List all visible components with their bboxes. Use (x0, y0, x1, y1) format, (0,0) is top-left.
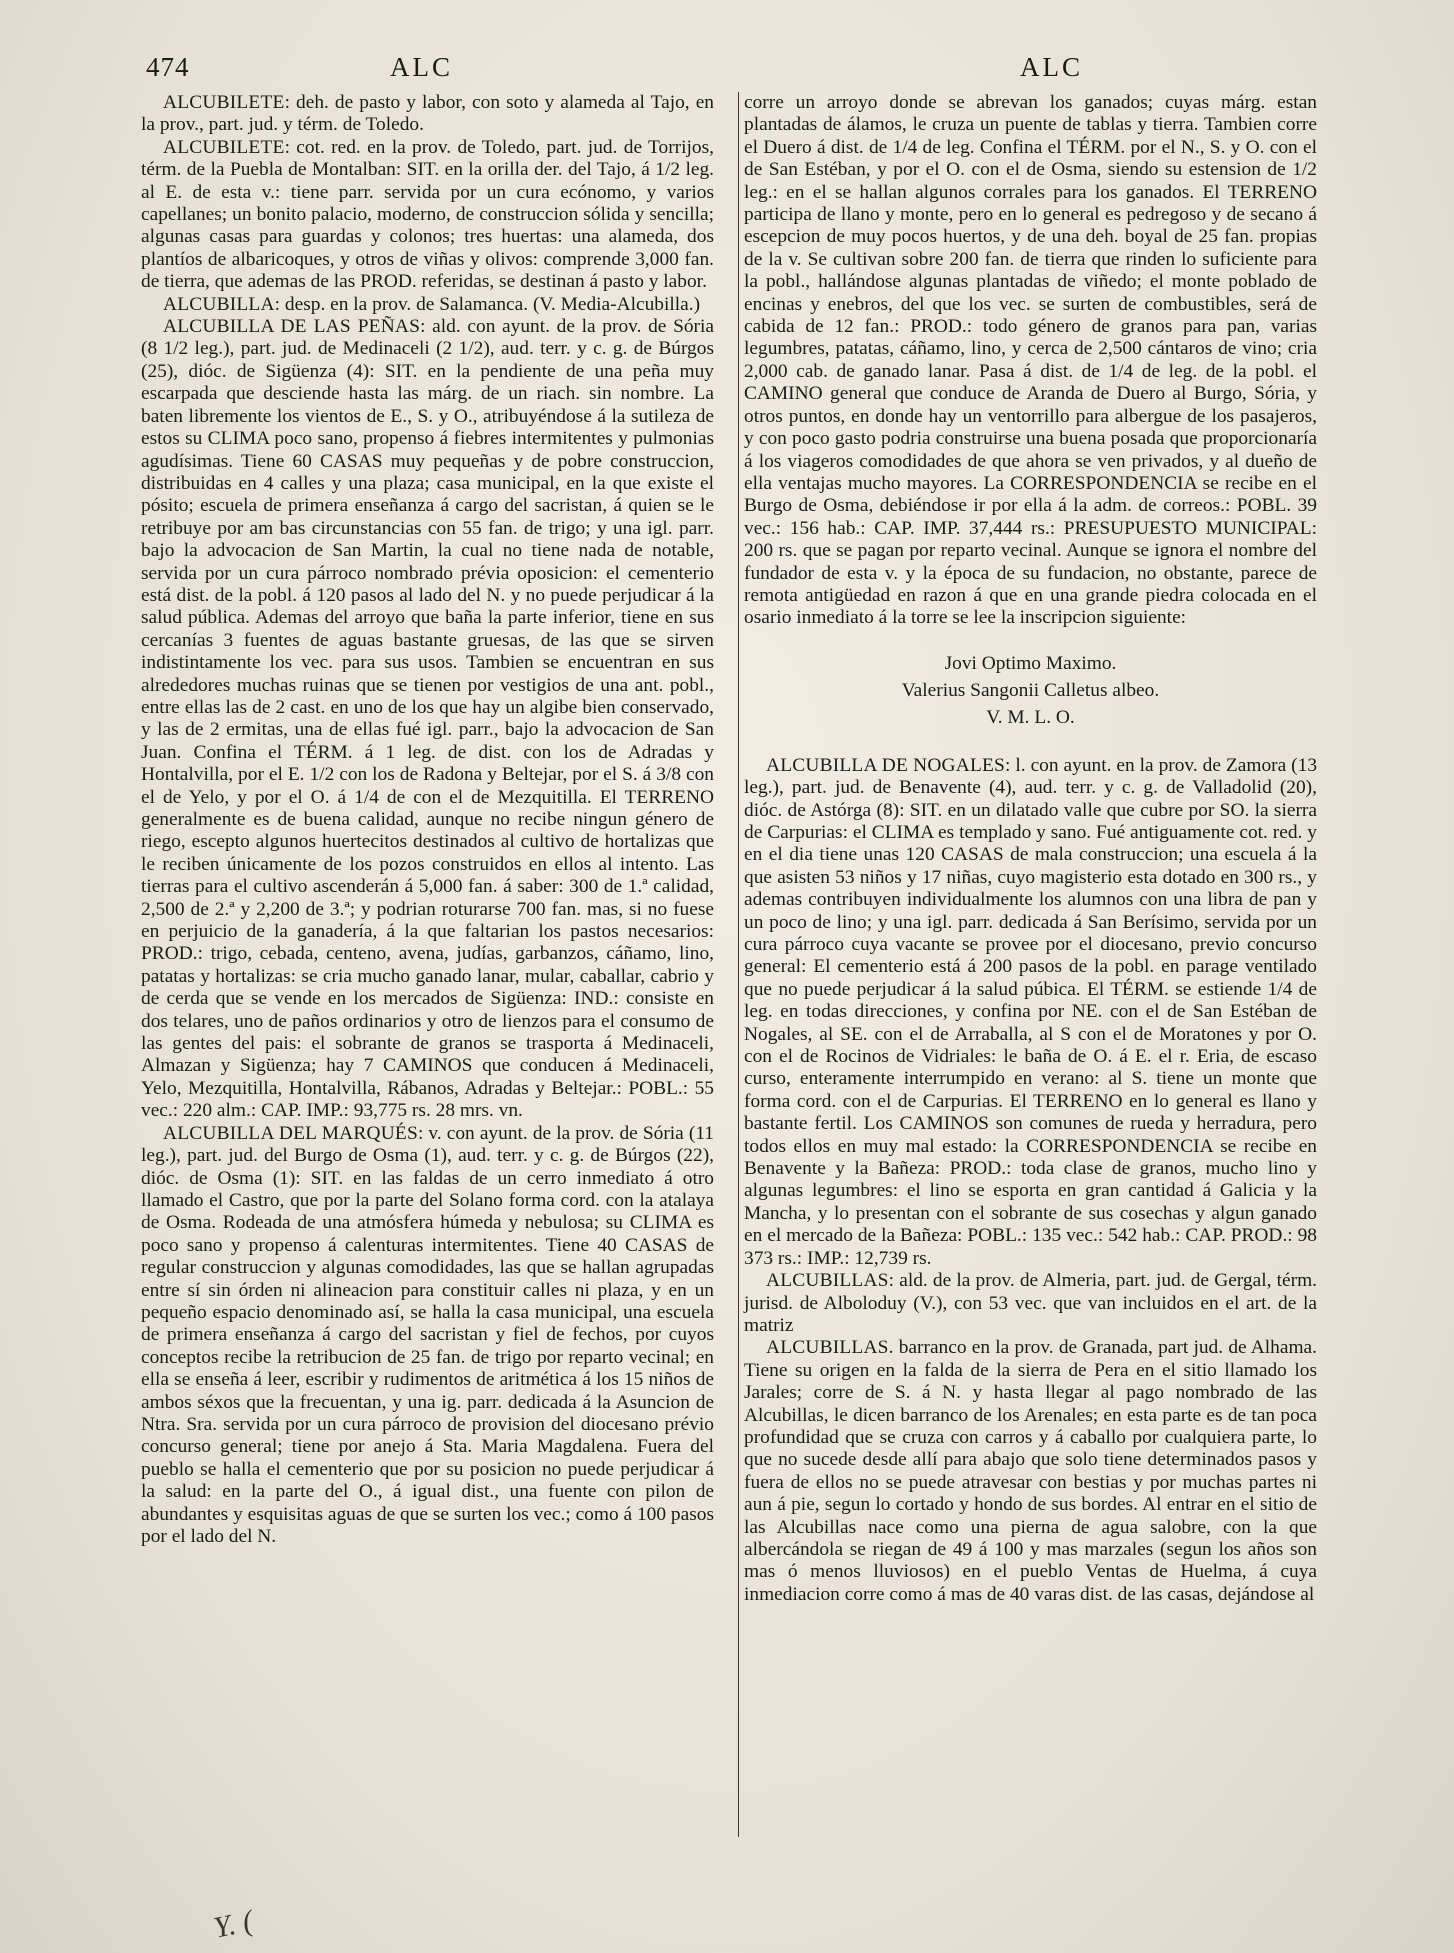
inscription-line: V. M. L. O. (986, 706, 1075, 728)
entry-headword: ALCUBILLA (163, 293, 275, 315)
entry-headword: ALCUBILLA DEL MARQUÉS (163, 1122, 418, 1144)
entry-text: : desp. en la prov. de Salamanca. (V. Media-Alcubilla.) (274, 293, 701, 315)
inscription-line: Jovi Optimo Maximo. (944, 652, 1117, 674)
entry-text: : v. con ayunt. de la prov. de Sória (11 leg.), part. jud. del Burgo de Osma (1), aud. terr. y c. g. de Búrgos (22), dióc. de Osma (1): SIT. en las faldas de un cerro inmediato á otro llamado el Castro, que por la parte del Solano forma cord. con la atalaya de Osma. Rodeada de una atmósfera húmeda y nebulosa; su CLIMA es poco sano y propenso á calenturas intermitentes. Tiene 40 CASAS de regular construccion y algunas comodidades, las que se hallan agrupadas entre sí sin órden ni alineacion para constituir calles ni plaza, y en un pequeño espacio denominado así, se halla la casa municipal, una escuela de primera enseñanza á cargo del sacristan y fiel de fechos, por cuyos conceptos recibe la retribucion de 25 fan. de trigo por reparto vecinal; en ella se enseña á leer, escribir y rudimentos de aritmética á los 15 niños de ambos séxos que la frecuentan, y una ig. parr. dedicada á la Asuncion de Ntra. Sra. servida por un cura párroco de provision del diocesano prévio concurso general; tiene por anejo á Sta. Maria Magdalena. Fuera del pueblo se halla el cementerio que por su posicion no puede perjudicar á la salud: en la parte del O., á igual dist., una fuente con pilon de abundantes y esquisitas aguas de que se surten los vec.; como á 100 pasos por el lado del N. (141, 1122, 714, 1547)
entry-headword: ALCUBILLA DE NOGALES (766, 754, 1006, 776)
entry-headword: ALCUBILLA DE LAS PEÑAS (163, 316, 421, 338)
entry-text: . barranco en la prov. de Granada, part jud. de Alhama. Tiene su origen en la falda de la sierra de Pera en el sitio llamado los Jarales; corre de S. á N. y hasta llegar al pago nombrado de las Alcubillas, le dicen barranco de los Arenales; en esta parte es de tan poca profundidad que se cruza con carros y á caballo por cualquiera parte, lo que no sucede desde allí para abajo que solo tiene determinados pasos y fuera de ellos no se puede atravesar con bestias y por muchas partes ni aun á pie, segun lo cortado y hondo de sus bordes. Al entrar en el sitio de las Alcubillas nace como una pierna de agua salobre, con la que albercándola se riegan de 49 á 100 y mas marzales (segun los años son mas ó menos lluviosos) en el pueblo Ventas de Huelma, á cuya inmediacion corre como á mas de 40 varas dist. de las casas, dejándose al (744, 1337, 1317, 1605)
running-header (146, 52, 1308, 92)
entry-headword: ALCUBILETE (163, 92, 285, 113)
entry-text: : l. con ayunt. en la prov. de Zamora (13 leg.), part. jud. de Benavente (4), aud. terr. y c. g. de Valladolid (20), dióc. de Astórga (8): SIT. en un dilatado valle que cubre por SO. la sierra de Carpurias: el CLIMA es templado y sano. Fué antiguamente cot. red. y en el dia tiene unas 120 CASAS de mala construccion; una escuela á la que asisten 53 niños y 17 niñas, cuyo magisterio esta dotado en 300 rs., y ademas contribuyen individualmente los alumnos con una libra de pan y un poco de lino; y una igl. parr. dedicada á San Berísimo, servida por un cura párroco cuya vacante se provee por el diocesano, previo concurso general: El cementerio está á 200 pasos de la pobl. en parage ventilado que no puede perjudicar á la salud púbica. El TÉRM. se estiende 1/4 de leg. en todas direcciones, y confina por NE. con el de San Estéban de Nogales, al SE. con el de Arraballa, al S con el de Moratones y por O. con el de Rocinos de Vidriales: le baña de O. á E. el r. Eria, de escaso curso, enteramente interrumpido en verano: al S. tiene un monte que forma cord. con el de Carpurias. El TERRENO en lo general es llano y bastante fertil. Los CAMINOS son comunes de rueda y herradura, pero todos ellos en muy mal estado: la CORRESPONDENCIA se recibe en Benavente y la Bañeza: PROD.: toda clase de granos, mucho lino y algunas legumbres: el lino se esporta en gran cantidad á Galicia y la Mancha, y lo presentan con el sobrante de sus cosechas y algun ganado en el mercado de la Bañeza: POBL.: 135 vec.: 542 hab.: CAP. PROD.: 98 373 rs.: IMP.: 12,739 rs. (744, 754, 1318, 1269)
latin-inscription (744, 650, 1317, 731)
left-column (141, 92, 714, 1548)
entry-text: : cot. red. en la prov. de Toledo, part. jud. de Torrijos, térm. de la Puebla de Montalban: SIT. en la orilla der. del Tajo, á 1/2 leg. al E. de esta v.: tiene parr. servida por un cura ecónomo, y varios capellanes; un bonito palacio, moderno, de construccion sólida y sencilla; algunas casas para guardas y colonos; tres huertas: una alameda, dos plantíos de albaricoques, y otros de viñas y olivos: comprende 3,000 fan. de tierra, que ademas de las PROD. referidas, se destinan á pasto y labor. (141, 136, 714, 293)
continued-entry-text: corre un arroyo donde se abrevan los ganados; cuyas márg. estan plantadas de álamos, le cruza un puente de tablas y tierra. Tambien corre el Duero á dist. de 1/4 de leg. Confina el TÉRM. por el N., S. y O. con el de San Estéban, y por el O. con el de Osma, siendo su estension de 1/2 leg.: en el se hallan algunos corrales para los ganados. El TERRENO participa de llano y monte, pero en lo general es pedregoso y de secano á escepcion de muy pocos huertos, y de una deh. boyal de 25 fan. propias de la v. Se cultivan sobre 200 fan. de tierra que rinden lo suficiente para la pobl., hallándose algunas plantadas de viñedo; el monte poblado de encinas y enebros, del que los vec. se surten de combustibles, será de cabida de 12 fan.: PROD.: todo género de granos para pan, varias legumbres, patatas, cáñamo, lino, y cerca de 2,500 cántaros de vino; cria 2,000 cab. de ganado lanar. Pasa á dist. de 1/4 de leg. de la pobl. el CAMINO general que conduce de Aranda de Duero al Burgo, Sória, y otros puntos, en donde hay un ventorrillo para albergue de los pasajeros, y con poco gasto podria construirse una buena posada que proporcionaría á los viageros comodidades de que ahora se ven privados, y al dueño de ella ventajas mucho mayores. La CORRESPONDENCIA se recibe en el Burgo de Osma, debiéndose ir por ella á la adm. de correos.: POBL. 39 vec.: 156 hab.: CAP. IMP. 37,444 rs.: PRESUPUESTO MUNICIPAL: 200 rs. que se pagan por reparto vecinal. Aunque se ignora el nombre del fundador de esta v. y la época de su fundacion, no obstante, parece de remota antigüedad en razon á que en una grande piedra colocada en el osario inmediato á la torre se lee la inscripcion siguiente: (744, 92, 1317, 629)
entry-headword: ALCUBILLAS (766, 1337, 889, 1359)
column-divider (738, 92, 739, 1837)
entry (744, 1270, 1317, 1337)
entry (141, 1123, 714, 1549)
handwritten-margin-mark: Y. ( (210, 1904, 256, 1945)
entry (141, 294, 714, 316)
entry (141, 316, 714, 1123)
left-running-head: ALC (390, 52, 453, 82)
entry (744, 1337, 1317, 1606)
right-running-head: ALC (1020, 52, 1083, 82)
entry-text: : ald. de la prov. de Almeria, part. jud. de Gergal, térm. jurisd. de Alboloduy (V.), con 53 vec. que van incluidos en el art. de la matriz (744, 1270, 1317, 1336)
entry-headword: ALCUBILETE (163, 136, 285, 158)
entry-text: : ald. con ayunt. de la prov. de Sória (8 1/2 leg.), part. jud. de Medinaceli (2 1/2), aud. terr. y c. g. de Búrgos (25), dióc. de Sigüenza (4): SIT. en la pendiente de una peña muy escarpada que desciende hasta las márg. de un riach. sin nombre. La baten libremente los vientos de E., S. y O., atribuyéndose á la sutileza de estos su CLIMA poco sano, propenso á fiebres intermitentes y pulmonias agudísimas. Tiene 60 CASAS muy pequeñas y de pobre construccion, distribuidas en 4 calles y una plaza; casa municipal, en la que existe el pósito; escuela de primera enseñanza á cargo del sacristan, á quien se le retribuye por am bas circunstancias con 55 fan. de trigo; y una igl. parr. bajo la advocacion de San Martin, la cual no tiene nada de notable, servida por un cura párroco nombrado prévia oposicion: el cementerio está dist. de la pobl. á 120 pasos al lado del N. y no puede perjudicar á la salud pública. Ademas del arroyo que baña la parte inferior, tiene en sus cercanías 3 fuentes de aguas bastante gruesas, de las que se sirven indistintamente los vec. para sus usos. Tambien se encuentran en sus alrededores muchas ruinas que se tienen por vestigios de una ant. pobl., entre ellas las de 2 cast. en uno de los que hay un algibe bien conservado, y las de 2 ermitas, una de ellas fué igl. parr., bajo la advocacion de San Juan. Confina el TÉRM. á 1 leg. de dist. con los de Adradas y Hontalvilla, por el E. 1/2 con los de Radona y Beltejar, por el S. á 3/8 con el de Yelo, y por el O. á 1/4 de con el de Mezquitilla. El TERRENO generalmente es de buena calidad, aunque no recibe ningun género de riego, escepto algunos huertecitos destinados al cultivo de hortalizas que le reciben únicamente de los pozos construidos en ellos al intento. Las tierras para el cultivo ascenderán á 5,000 fan. á saber: 300 de 1.ª calidad, 2,500 de 2.ª y 2,200 de 3.ª; y podrian roturarse 700 fan. mas, si no fuese en perjuicio de la ganadería, á la que faltarian los pastos necesarios: PROD.: trigo, cebada, centeno, avena, judías, garbanzos, cáñamo, lino, patatas y hortalizas: se cria mucho ganado lanar, mular, caballar, cabrio y de cerda que se vende en los mercados de Sigüenza: IND.: consiste en dos telares, uno de paños ordinarios y otro de lienzos para el consumo de las gentes del pais: el sobrante de granos se trasporta á Medinaceli, Almazan y Sigüenza; hay 7 CAMINOS que conducen á Medinaceli, Yelo, Mezquitilla, Hontalvilla, Rábanos, Adradas y Beltejar.: POBL.: 55 vec.: 220 alm.: CAP. IMP.: 93,775 rs. 28 mrs. vn. (141, 316, 715, 1122)
entry-text: : deh. de pasto y labor, con soto y alameda al Tajo, en la prov., part. jud. y térm. de Toledo. (141, 92, 714, 136)
inscription-line: Valerius Sangonii Calletus albeo. (901, 679, 1160, 701)
right-column (744, 92, 1317, 1606)
entry (141, 92, 714, 137)
page-number: 474 (146, 52, 190, 82)
entry (744, 755, 1317, 1270)
entry-headword: ALCUBILLAS (766, 1270, 889, 1292)
entry (141, 137, 714, 294)
